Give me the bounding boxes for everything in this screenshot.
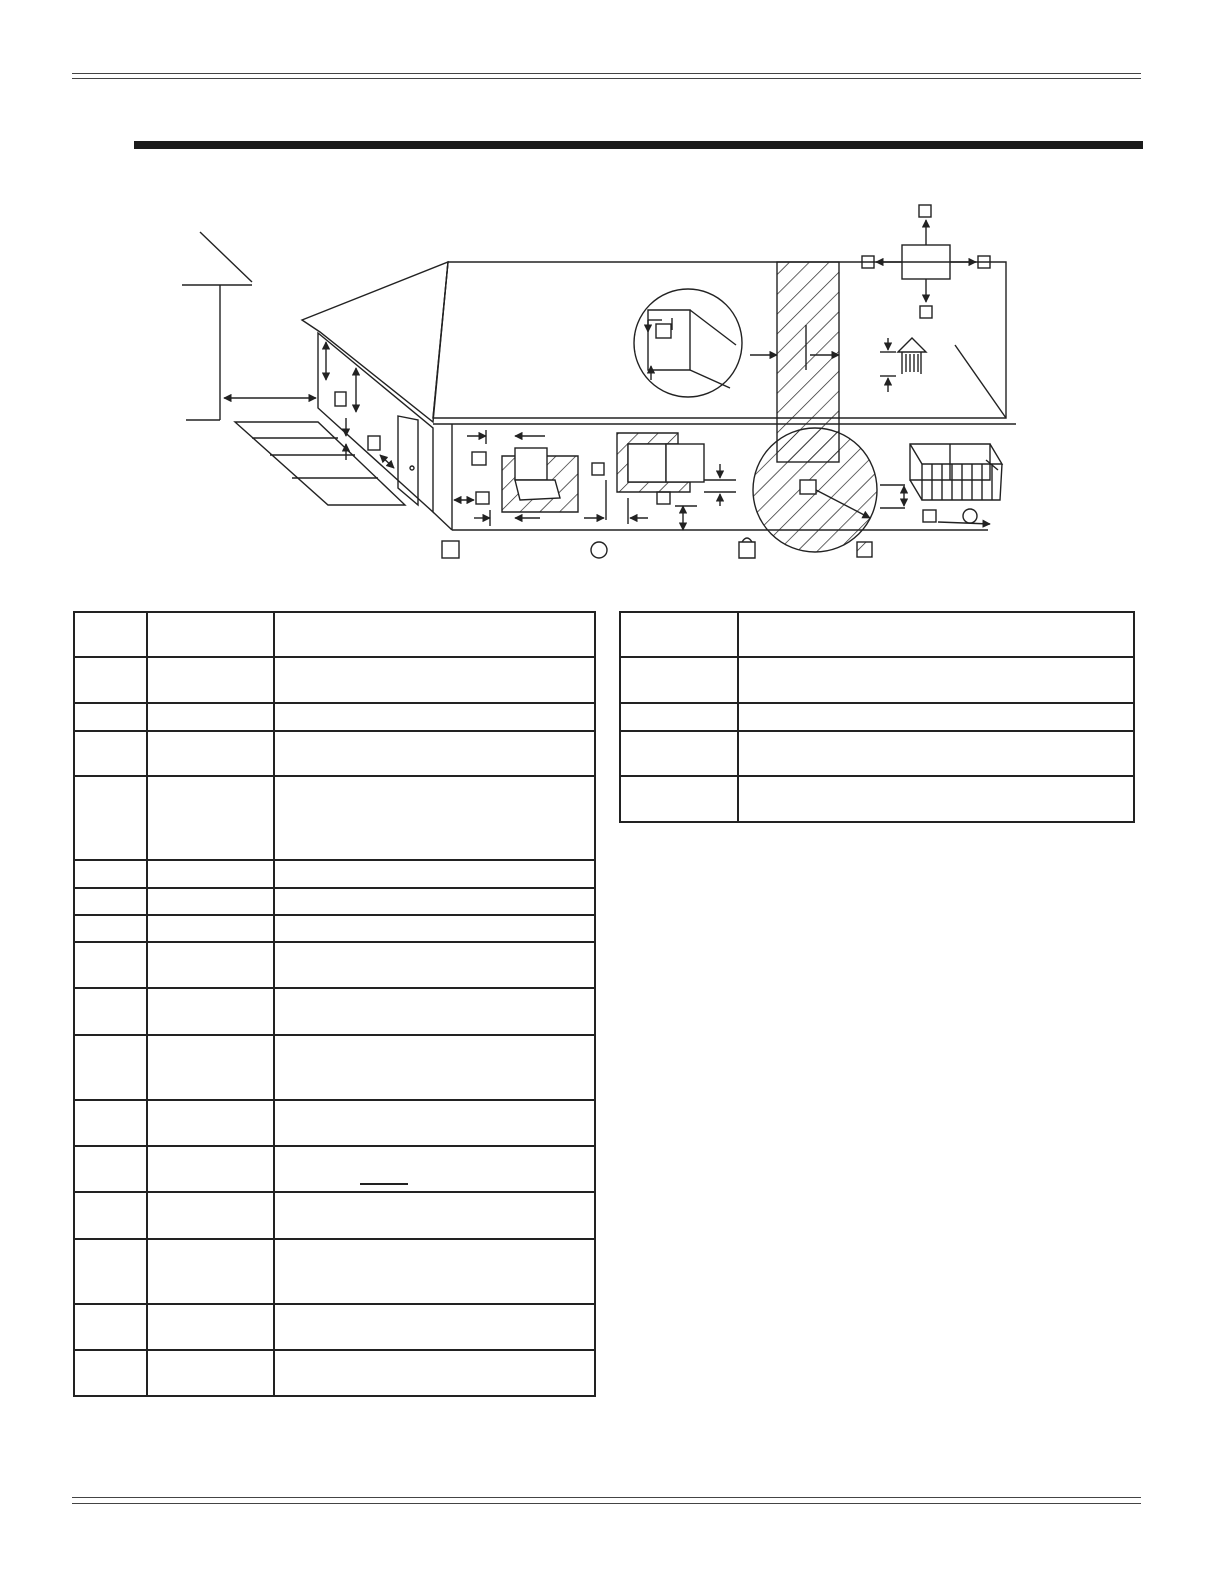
table-row	[74, 1192, 595, 1239]
table-row	[74, 776, 595, 860]
table-row	[74, 1350, 595, 1396]
table-row	[620, 657, 1134, 703]
table-row	[620, 731, 1134, 776]
right-clearance-table	[619, 611, 1135, 823]
table-row	[74, 703, 595, 731]
table-row	[74, 1146, 595, 1192]
footer-rule-top	[72, 1497, 1141, 1498]
table-row	[74, 657, 595, 703]
header-rule-bottom	[72, 78, 1141, 79]
vent-clearance-diagram	[0, 180, 1224, 580]
table-row	[74, 1239, 595, 1304]
table-row	[620, 776, 1134, 822]
table-row	[74, 1100, 595, 1146]
footer-rule-bottom	[72, 1503, 1141, 1504]
header-rule-top	[72, 73, 1141, 74]
table-row	[620, 612, 1134, 657]
table-row	[74, 988, 595, 1035]
table-row	[74, 731, 595, 776]
table-row	[74, 1304, 595, 1350]
left-clearance-table	[73, 611, 596, 1397]
section-title-bar	[134, 141, 1143, 149]
table-row	[74, 612, 595, 657]
underline-mark	[360, 1183, 408, 1185]
table-row	[74, 915, 595, 942]
table-row	[74, 1035, 595, 1100]
table-row	[74, 860, 595, 888]
table-row	[620, 703, 1134, 731]
table-row	[74, 888, 595, 915]
table-row	[74, 942, 595, 988]
